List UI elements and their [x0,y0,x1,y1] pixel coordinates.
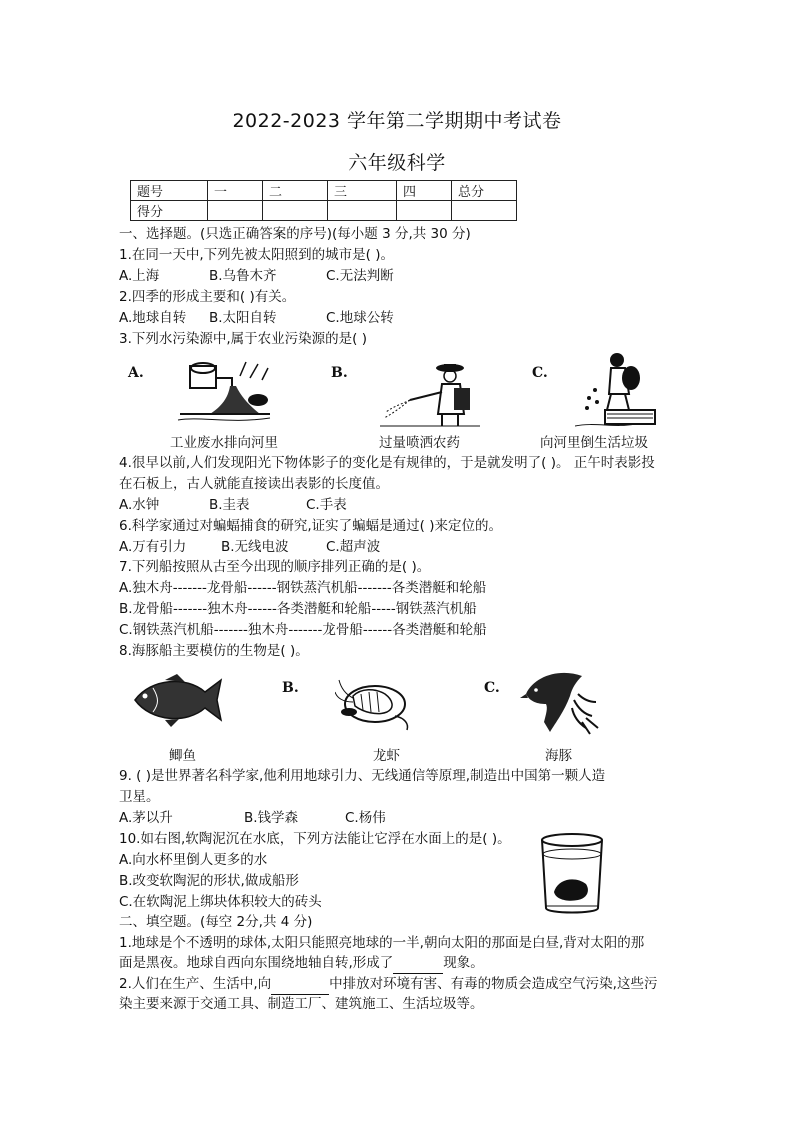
q1-option-a[interactable]: A.上海 [119,268,160,284]
q2-stem: 2.四季的形成主要和( )有关。 [119,289,296,305]
score-header-cell: 四 [397,181,452,201]
fill-q2-blank[interactable] [271,974,329,995]
q10-option-b[interactable]: B.改变软陶泥的形状,做成船形 [119,873,299,889]
q9-stem-line2: 卫星。 [119,789,160,805]
q3-letter-b: B. [331,365,348,381]
q10-option-c[interactable]: C.在软陶泥上绑块体积较大的砖头 [119,894,322,910]
q6-option-c[interactable]: C.超声波 [326,539,381,555]
q4-stem-line1: 4.很早以前,人们发现阳光下物体影子的变化是有规律的，于是就发明了( )。 正午时表影投 [119,455,655,471]
q8-caption-c: 海豚 [545,748,572,764]
q2-option-c[interactable]: C.地球公转 [326,310,394,326]
score-input-cell[interactable] [328,201,397,221]
q9-option-c[interactable]: C.杨伟 [345,810,386,826]
section1-heading: 一、选择题。(只选正确答案的序号)(每小题 3 分,共 30 分) [119,226,471,242]
q7-option-a[interactable]: A.独木舟-------龙骨船------钢铁蒸汽机船-------各类潜艇和轮船 [119,580,487,596]
section2-heading: 二、填空题。(每空 2分,共 4 分) [119,914,313,930]
lobster-illustration[interactable] [335,668,415,732]
q3-letter-a: A. [128,365,144,381]
q1-option-c[interactable]: C.无法判断 [326,268,394,284]
q8-caption-a: 鲫鱼 [169,748,196,764]
exam-subtitle: 六年级科学 [348,152,446,174]
score-table-header-row [131,181,517,201]
q3-caption-a: 工业废水排向河里 [170,435,278,451]
factory-wastewater-illustration[interactable] [170,356,280,426]
score-table-score-row [131,201,517,221]
q8-caption-b: 龙虾 [373,748,400,764]
score-header-cell: 三 [328,181,397,201]
q8-stem: 8.海豚船主要模仿的生物是( )。 [119,643,309,659]
q10-option-a[interactable]: A.向水杯里倒人更多的水 [119,852,268,868]
q7-stem: 7.下列船按照从古至今出现的顺序排列正确的是( )。 [119,559,431,575]
q8-letter-c: C. [484,680,500,696]
q4-option-c[interactable]: C.手表 [306,497,347,513]
q9-option-a[interactable]: A.茅以升 [119,810,173,826]
q10-stem: 10.如右图,软陶泥沉在水底，下列方法能让它浮在水面上的是( )。 [119,831,511,847]
q4-option-b[interactable]: B.圭表 [209,497,250,513]
fill-q2-line1 [119,974,657,995]
fill-q1-line1: 1.地球是个不透明的球体,太阳只能照亮地球的一半,朝向太阳的那面是白昼,背对太阳的那 [119,935,645,951]
q3-letter-c: C. [532,365,548,381]
crucian-carp-illustration[interactable] [125,672,225,728]
q2-option-b[interactable]: B.太阳自转 [209,310,277,326]
fill-q1-line2-text: 面是黑夜。地球自西向东围绕地轴自转,形成了 [119,955,394,971]
score-header-cell: 题号 [131,181,208,201]
q1-option-b[interactable]: B.乌鲁木齐 [209,268,277,284]
pesticide-spraying-illustration[interactable] [380,356,480,428]
fill-q1-blank[interactable] [393,953,443,974]
score-input-cell[interactable] [397,201,452,221]
score-header-cell: 二 [263,181,328,201]
q7-option-c[interactable]: C.钢铁蒸汽机船-------独木舟-------龙骨船------各类潜艇和轮船 [119,622,487,638]
q4-option-a[interactable]: A.水钟 [119,497,160,513]
fill-q1-line2-end: 现象。 [443,955,484,971]
score-header-cell: 总分 [452,181,517,201]
fill-q1-line2 [119,953,484,974]
q8-letter-b: B. [282,680,299,696]
q1-stem: 1.在同一天中,下列先被太阳照到的城市是( )。 [119,247,394,263]
dolphin-illustration[interactable] [520,664,600,736]
q6-option-a[interactable]: A.万有引力 [119,539,187,555]
score-input-cell[interactable] [452,201,517,221]
fill-q2-line1-end: 中排放对环境有害、有毒的物质会造成空气污染,这些污 [329,976,658,992]
score-row-label: 得分 [131,201,208,221]
water-glass-clay-illustration[interactable] [538,832,606,916]
q3-caption-b: 过量喷洒农药 [379,435,460,451]
q6-stem: 6.科学家通过对蝙蝠捕食的研究,证实了蝙蝠是通过( )来定位的。 [119,518,502,534]
score-header-cell: 一 [208,181,263,201]
q2-option-a[interactable]: A.地球自转 [119,310,187,326]
score-input-cell[interactable] [263,201,328,221]
q9-option-b[interactable]: B.钱学森 [244,810,299,826]
q9-stem-line1: 9. ( )是世界著名科学家,他利用地球引力、无线通信等原理,制造出中国第一颗人造 [119,768,606,784]
q4-stem-line2: 在石板上，古人就能直接读出表影的长度值。 [119,476,389,492]
q3-stem: 3.下列水污染源中,属于农业污染源的是( ) [119,331,367,347]
score-input-cell[interactable] [208,201,263,221]
q7-option-b[interactable]: B.龙骨船-------独木舟------各类潜艇和轮船-----钢铁蒸汽机船 [119,601,477,617]
q6-option-b[interactable]: B.无线电波 [221,539,289,555]
fill-q2-line2: 染主要来源于交通工具、制造工厂、建筑施工、生活垃圾等。 [119,996,484,1012]
dumping-garbage-illustration[interactable] [575,350,665,428]
exam-title: 2022-2023 学年第二学期期中考试卷 [232,110,562,132]
q3-caption-c: 向河里倒生活垃圾 [540,435,648,451]
fill-q2-line1-text: 2.人们在生产、生活中,向 [119,976,272,992]
score-table [130,180,517,221]
